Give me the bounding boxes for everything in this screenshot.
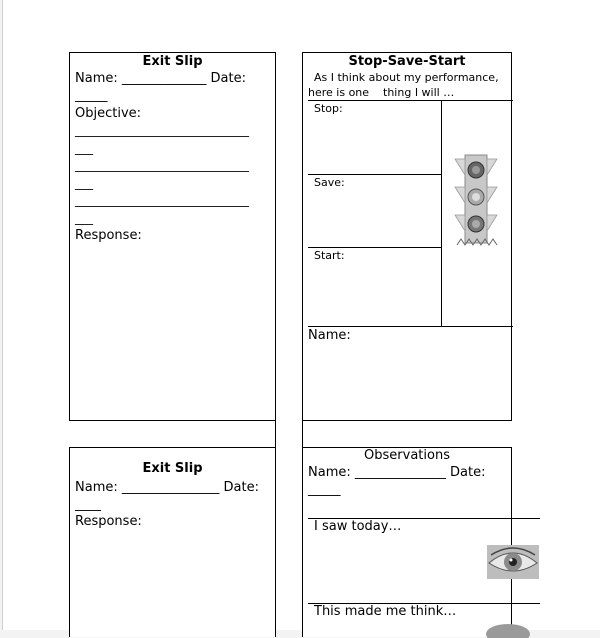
objective-line-2: _____________________________ — [75, 158, 249, 172]
objective-label: Objective: — [75, 106, 142, 121]
name-date-line: Name: _____________ Date: — [75, 71, 246, 86]
exit-slip-title: Exit Slip — [142, 54, 203, 69]
cut-line-right — [302, 421, 303, 447]
date-blank: _____ — [75, 88, 108, 103]
response-label: Response: — [75, 514, 142, 529]
objective-line-1: _____________________________ — [75, 123, 249, 137]
name-date-line: Name: _______________ Date: — [75, 480, 259, 495]
exit-slip-card-1 — [69, 52, 276, 421]
response-label: Response: — [75, 228, 142, 243]
observations-title: Observations — [364, 448, 450, 463]
date-blank: ____ — [75, 497, 101, 512]
made-me-think-label: This made me think… — [314, 604, 457, 619]
grid-vertical-divider — [441, 100, 442, 327]
traffic-light-icon — [453, 153, 503, 253]
partial-image — [483, 618, 533, 638]
prompt-line-1: As I think about my performance, — [314, 71, 499, 84]
observations-card — [302, 447, 512, 637]
saw-today-label: I saw today… — [314, 519, 402, 534]
document-page — [2, 0, 600, 630]
stop-save-start-title: Stop-Save-Start — [348, 54, 466, 69]
exit-slip-title: Exit Slip — [142, 461, 203, 476]
objective-line-3-cont: ___ — [75, 211, 93, 225]
name-label: Name: — [308, 328, 351, 343]
name-date-line: Name: ______________ Date: — [308, 465, 486, 480]
cut-line-left — [275, 421, 276, 447]
date-blank: _____ — [308, 482, 341, 497]
objective-line-3: _____________________________ — [75, 193, 249, 207]
eye-icon — [487, 545, 539, 579]
prompt-line-2: here is one thing I will … — [308, 86, 455, 99]
objective-line-2-cont: ___ — [75, 176, 93, 190]
start-label: Start: — [314, 249, 345, 262]
objective-line-1-cont: ___ — [75, 141, 93, 155]
save-label: Save: — [314, 176, 345, 189]
stop-label: Stop: — [314, 102, 343, 115]
stop-save-start-card — [302, 52, 512, 421]
exit-slip-card-2 — [69, 447, 276, 637]
